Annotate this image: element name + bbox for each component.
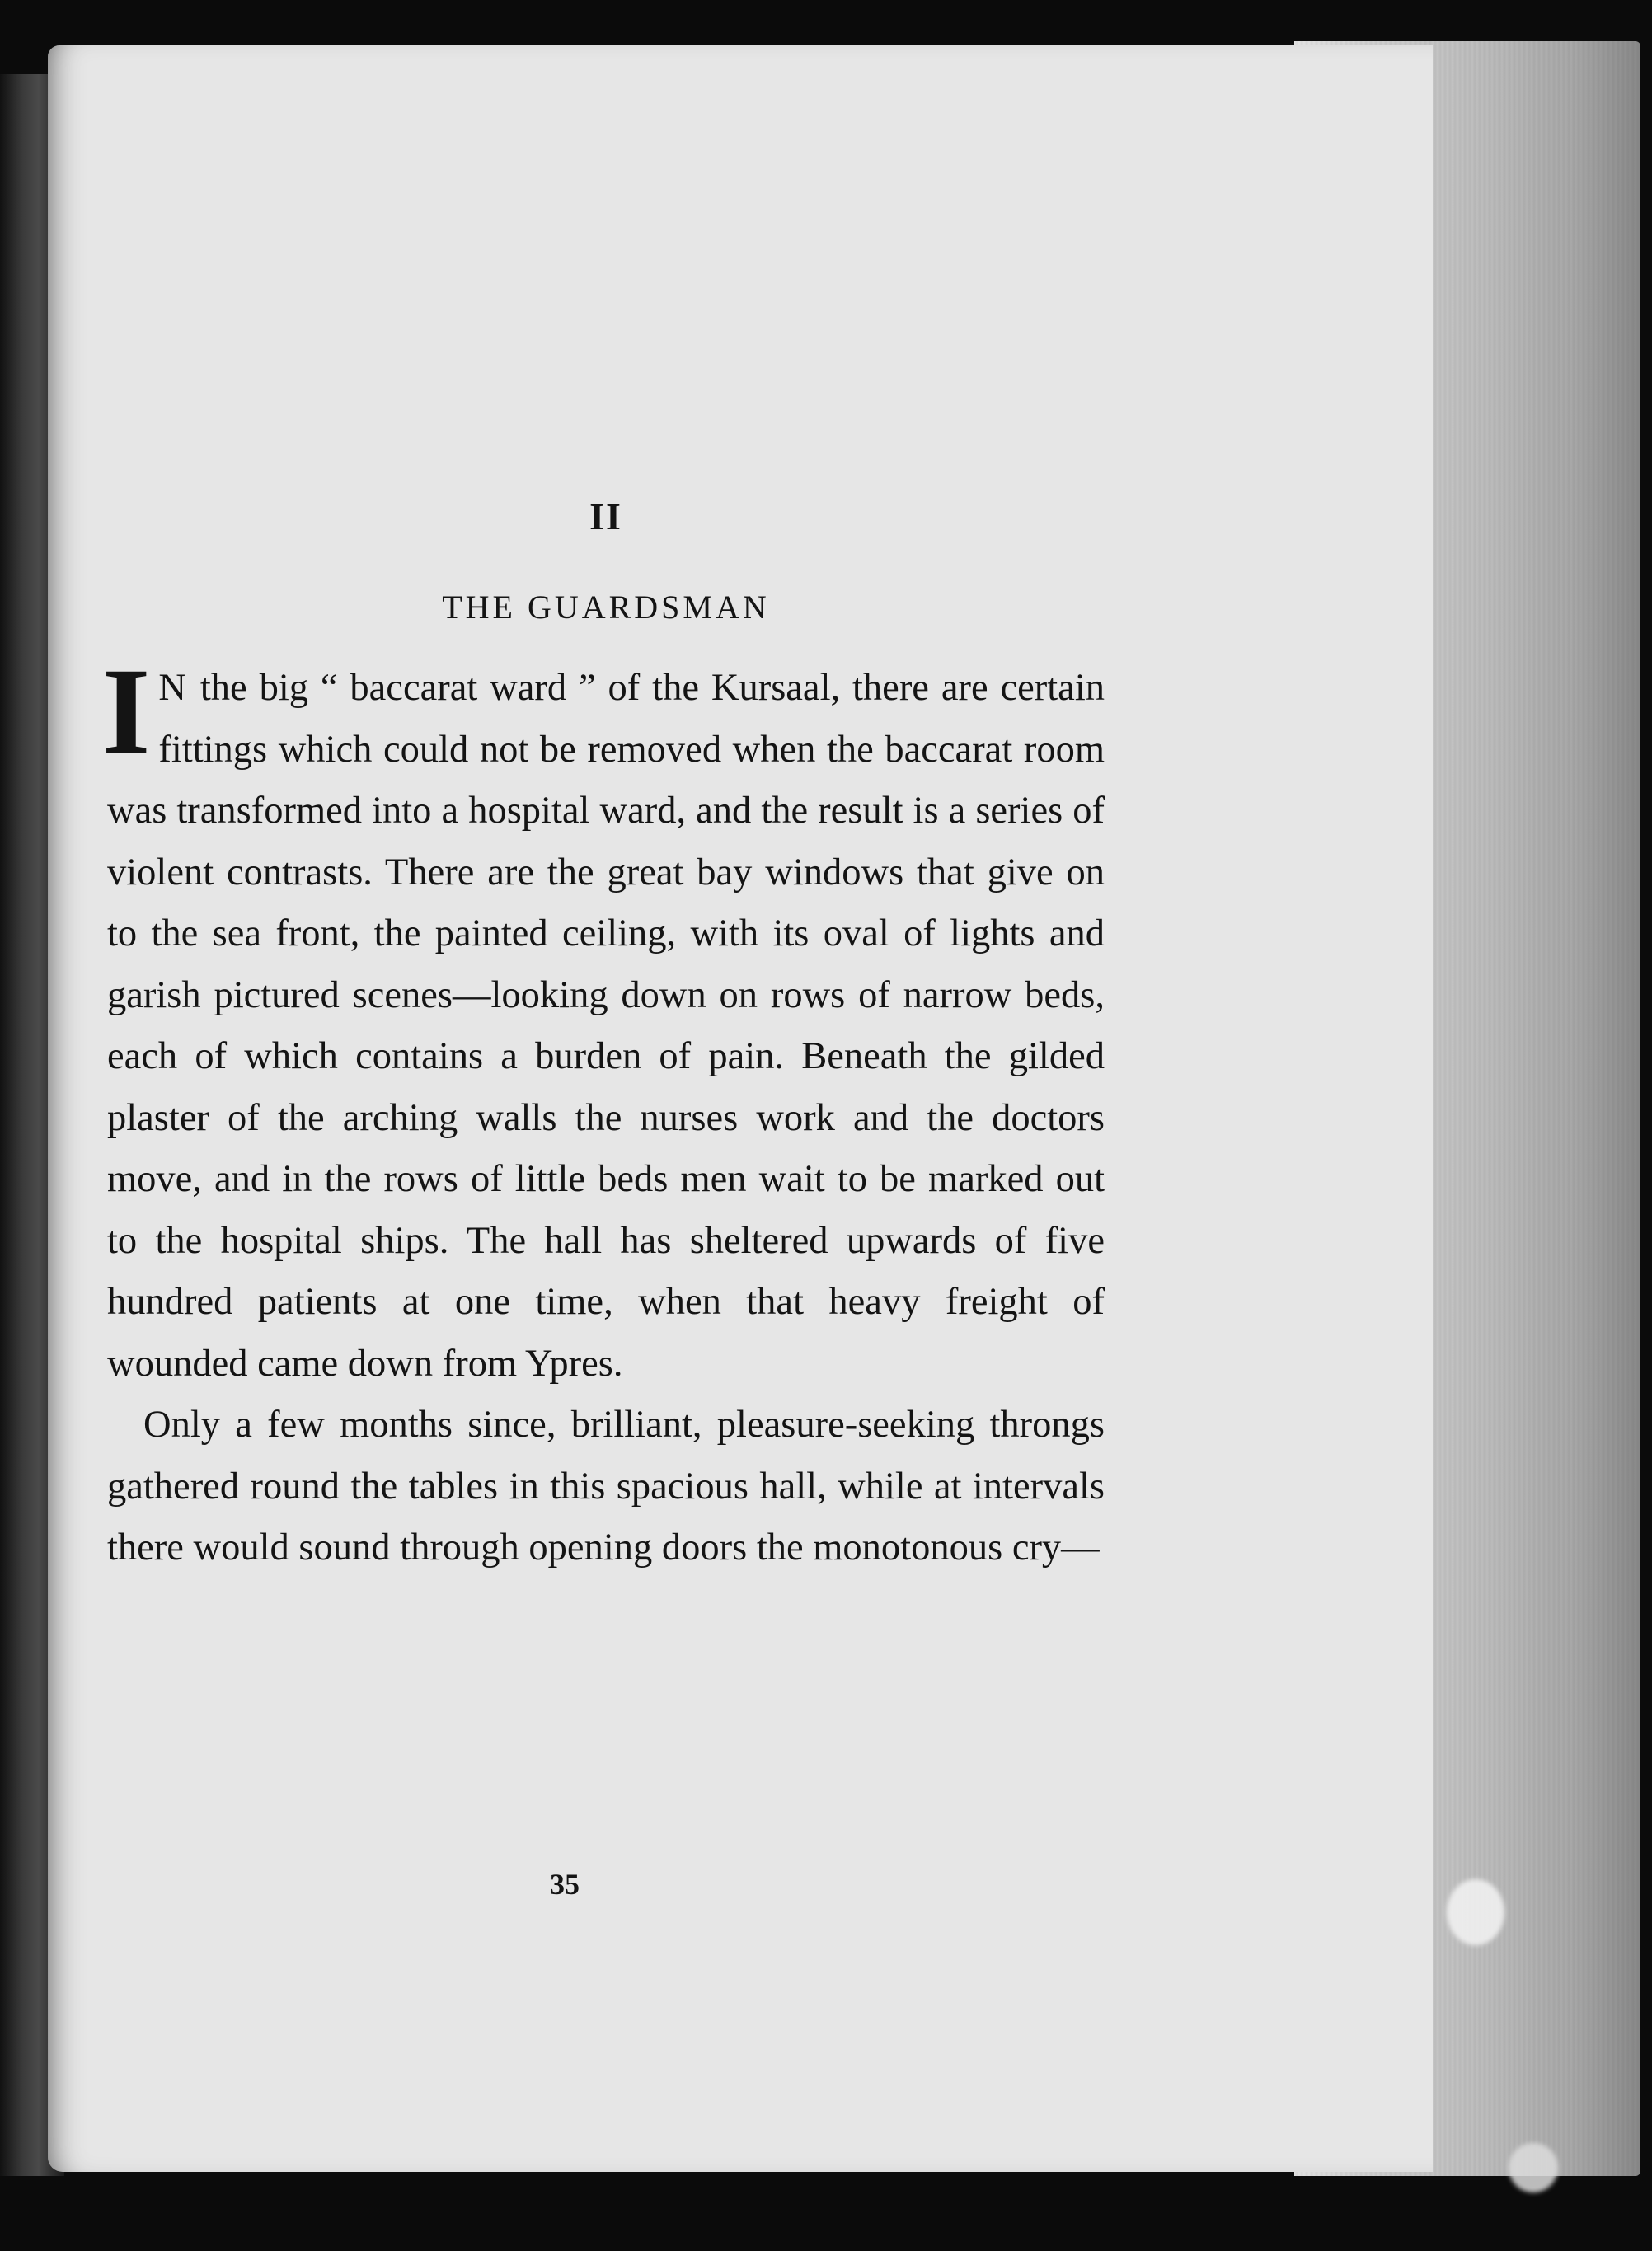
paragraph-1 — [102, 643, 1105, 1395]
paper-stain — [1509, 2143, 1558, 2192]
opening-small-caps: N — [158, 667, 188, 709]
page-number: 35 — [550, 1868, 580, 1901]
paragraph-1-text: the big “ baccarat ward ” of the Kursaal, there are certain fittings which could not be removed when the baccarat room was transformed into a hospital ward, and the result is a series of violent contrasts. There are the great bay windows that give on to the sea front, the painted ceiling, with its oval of lights and garish pictured scenes—looking down on rows of narrow beds, each of which contains a burden of pain. Beneath the gilded plaster of the arching walls the nurses work and the doctors move, and in the rows of little beds men wait to be marked out to the hospital ships. The hall has sheltered upwards of five hundred patients at one time, when that heavy freight of wounded came down from Ypres. — [107, 667, 1105, 1385]
paper-stain — [1447, 1879, 1504, 1945]
paragraph-2: Only a few months since, brilliant, pleasure-seeking throngs gathered round the tables in this spacious hall, while at intervals there would sound through opening doors the monotonous cry— — [107, 1404, 1105, 1569]
page-text-block — [102, 495, 1105, 1579]
chapter-number: II — [589, 495, 622, 537]
chapter-title: THE GUARDSMAN — [442, 589, 770, 626]
drop-cap: I — [102, 643, 151, 780]
